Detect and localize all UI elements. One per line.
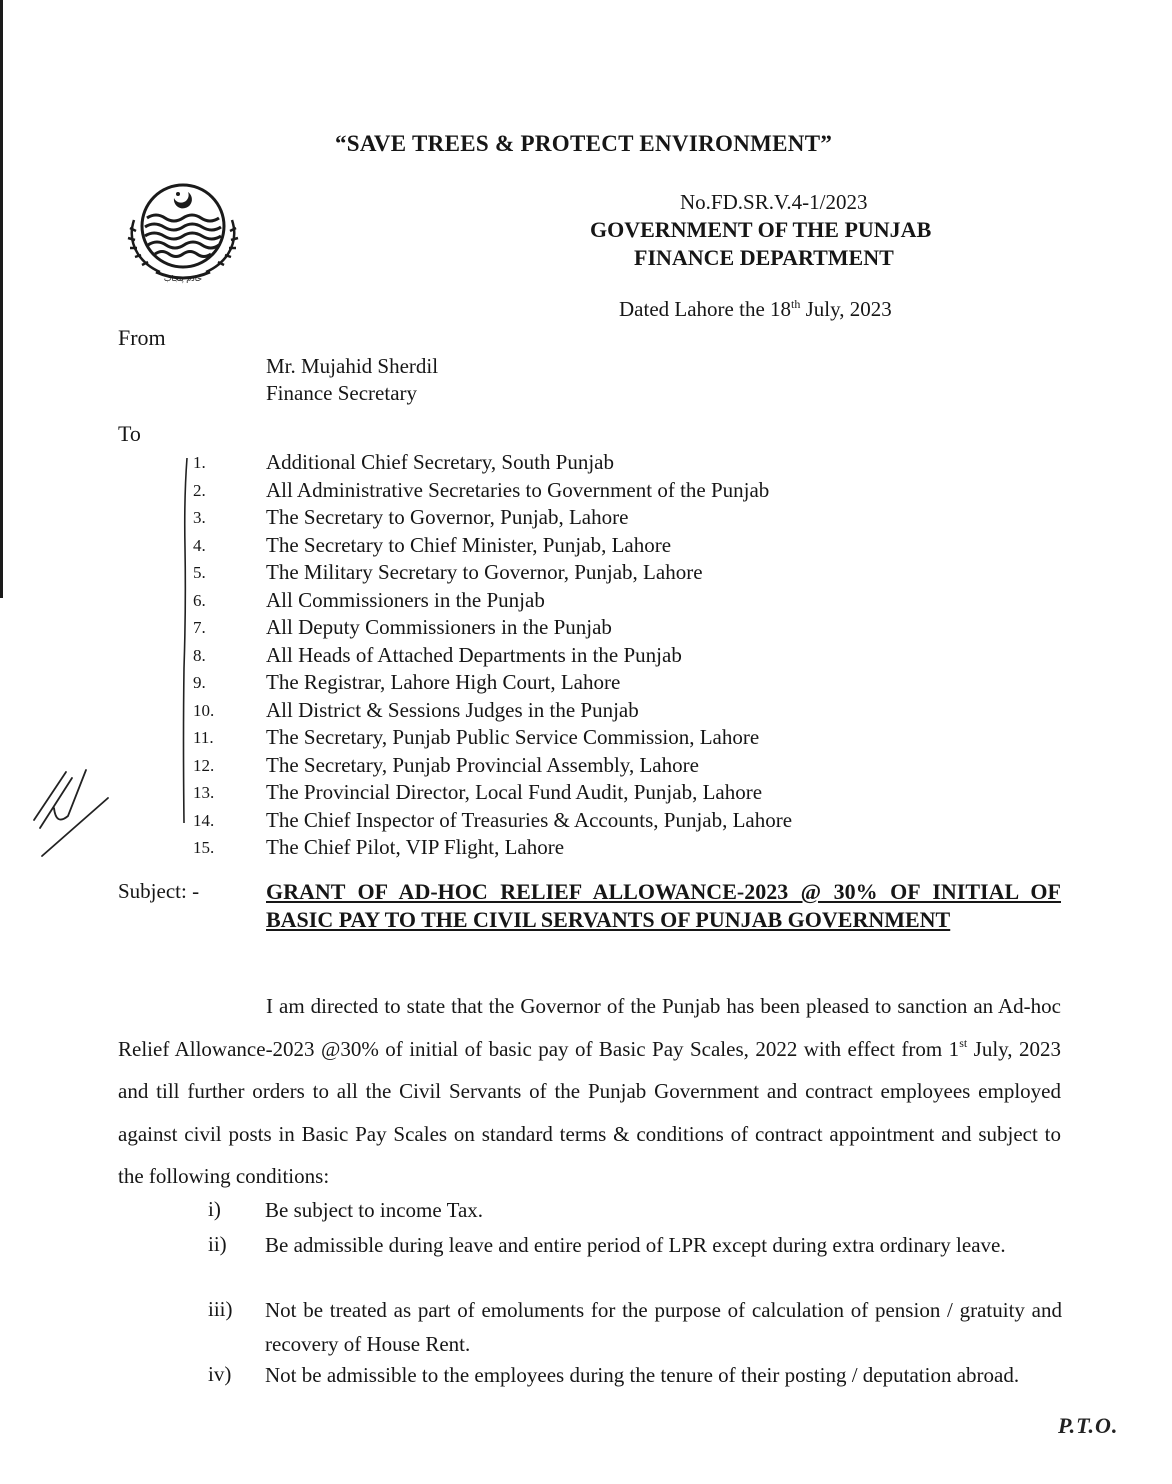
recipient-item [0,835,1000,862]
condition-number: iii) [208,1297,233,1321]
subject-label: Subject: - [118,879,200,903]
sender-name: Mr. Mujahid Sherdil [266,354,439,378]
reference-number: No.FD.SR.V.4-1/2023 [680,190,868,214]
recipient-item [0,698,1000,725]
recipient-number: 15. [193,838,215,857]
slogan: “SAVE TREES & PROTECT ENVIRONMENT” [335,131,833,156]
recipient-text: All Commissioners in the Punjab [266,587,545,612]
recipient-number: 3. [193,508,206,527]
recipient-item [0,725,1000,752]
recipient-number: 14. [193,810,215,830]
emblem-scroll-text: خادم پنجاب [163,274,203,283]
recipient-text: All Administrative Secretaries to Government of the Punjab [266,477,770,502]
recipient-text: The Military Secretary to Governor, Punjab, Lahore [266,560,703,584]
recipient-text: The Registrar, Lahore High Court, Lahore [266,670,621,694]
recipient-item [0,450,1000,477]
from-label: From [118,325,166,350]
recipient-number: 13. [193,783,215,802]
condition-text: Be admissible during leave and entire period of LPR except during extra ordinary leave. [265,1233,1006,1257]
recipient-item [0,478,1000,505]
recipient-item [0,505,1000,532]
punjab-government-emblem [120,180,246,284]
recipient-text: All Deputy Commissioners in the Punjab [266,615,612,639]
recipient-text: Additional Chief Secretary, South Punjab [266,450,614,474]
recipient-item [0,533,1000,560]
condition-number: iv) [208,1362,232,1386]
to-label: To [118,421,141,446]
recipient-text: All District & Sessions Judges in the Punjab [266,697,639,722]
recipient-text: All Heads of Attached Departments in the Punjab [266,642,682,667]
recipient-text: The Chief Pilot, VIP Flight, Lahore [266,835,565,859]
recipient-number: 4. [193,535,206,555]
recipient-text: The Secretary, Punjab Provincial Assembly, Lahore [266,752,699,777]
recipient-item [0,588,1000,615]
government-name: GOVERNMENT OF THE PUNJAB [590,217,932,242]
recipient-text: The Provincial Director, Local Fund Audit, Punjab, Lahore [266,780,763,804]
recipient-text: The Secretary to Chief Minister, Punjab, Lahore [266,532,672,557]
condition-number: ii) [208,1232,227,1256]
recipient-item [0,753,1000,780]
recipient-item [0,560,1000,587]
condition-text: Be subject to income Tax. [265,1198,484,1222]
recipient-item [0,808,1000,835]
recipient-item [0,643,1000,670]
recipient-text: The Secretary to Governor, Punjab, Lahore [266,505,629,529]
department-name: FINANCE DEPARTMENT [634,245,894,270]
body-paragraph: I am directed to state that the Governor of the Punjab has been pleased to sanction an Ad-hoc Relief Allowance-2023 @30% of initial of basic pay of Basic Pay Scales, 2022 with effect from 1st July, 2023 and till further orders to all the Civil Servants of the Punjab Government and contract employees employed against civil posts in Basic Pay Scales on standard terms & conditions of contract appointment and subject to the following conditions: [118,994,1061,1189]
recipient-item [0,780,1000,807]
recipient-number: 9. [193,673,206,692]
recipient-text: The Chief Inspector of Treasuries & Accounts, Punjab, Lahore [266,807,793,832]
recipient-number: 7. [193,618,206,637]
sender-designation: Finance Secretary [266,381,418,405]
date-line: Dated Lahore the 18th July, 2023 [619,297,892,321]
handwritten-initials-signature [30,762,110,862]
recipient-item [0,670,1000,697]
condition-text: Not be treated as part of emoluments for the purpose of calculation of pension / gratuity and recovery of House Rent. [265,1298,1062,1356]
condition-text: Not be admissible to the employees during the tenure of their posting / deputation abroad. [265,1363,1020,1387]
recipient-text: The Secretary, Punjab Public Service Commission, Lahore [266,725,760,749]
condition-number: i) [208,1197,221,1221]
recipient-number: 12. [193,755,215,775]
recipient-number: 5. [193,563,206,582]
recipient-item [0,615,1000,642]
recipient-number: 6. [193,590,206,610]
please-turn-over-note: P.T.O. [1058,1413,1119,1438]
subject-text: GRANT OF AD-HOC RELIEF ALLOWANCE-2023 @ 30% OF INITIAL OF BASIC PAY TO THE CIVIL SERVANTS OF PUNJAB GOVERNMENT [266,879,1061,932]
recipient-number: 1. [193,453,206,472]
recipient-number: 8. [193,645,206,665]
recipient-number: 11. [193,728,214,747]
recipient-number: 10. [193,700,215,720]
recipient-number: 2. [193,480,206,500]
